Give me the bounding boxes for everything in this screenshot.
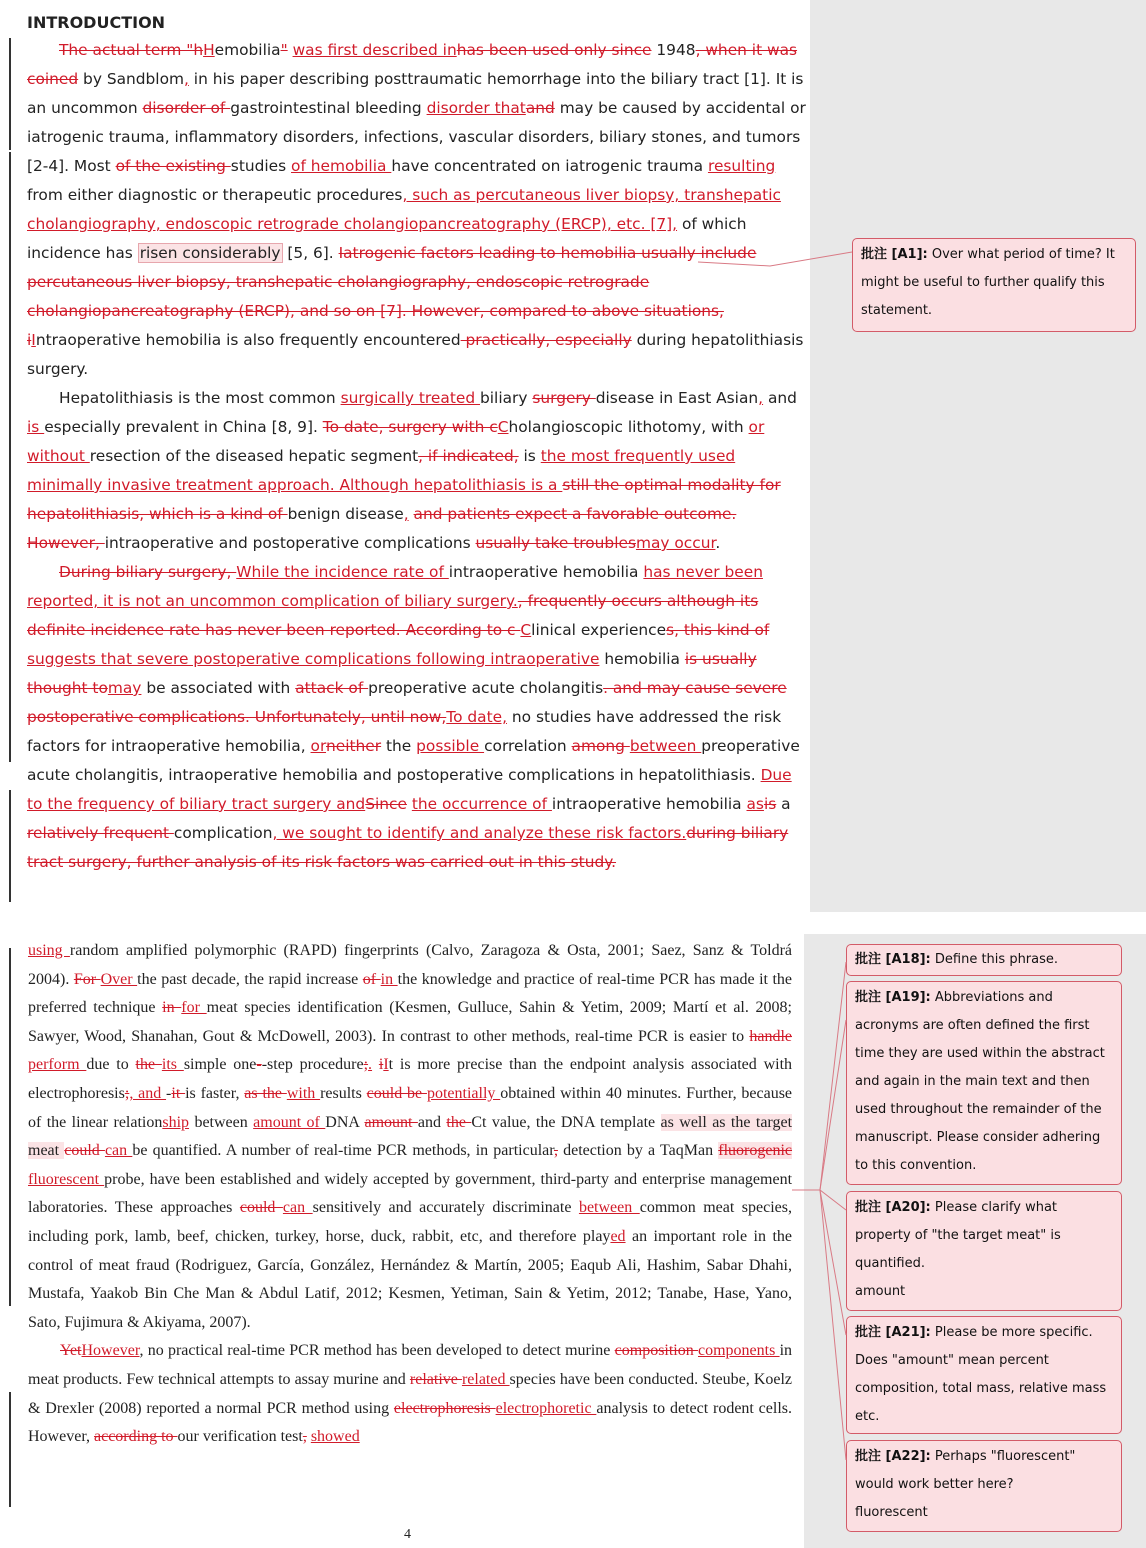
text-run: of which incidence has [27,215,747,262]
text-run: analysis to detect rodent cells. However, [28,1399,792,1446]
text-run: the [381,737,417,755]
deleted-text: disorder of [142,99,231,117]
deleted-text: and patients expect a favorable outcome. However, [27,505,737,552]
text-run: intraoperative hemobilia [448,563,644,581]
text-run: may be caused by accidental or iatrogenic trauma, inflammatory disorders, infections, vascular disorders, biliary stones, and tumors [2-4]. Most [27,99,806,175]
inserted-text: surgically treated [340,389,480,407]
deleted-text: is [763,795,777,813]
deleted-text: , if indicated, [418,447,519,465]
deleted-text: it [171,1084,186,1102]
comment-text: Please clarify what property of "the target meat" is quantified. [855,1200,1061,1271]
text-run: results [320,1084,367,1102]
text-run: simple one [183,1056,257,1074]
inserted-text: with [286,1084,321,1102]
text-run: species have been conducted. Steube, Koelz & Drexler (2008) reported a normal PCR method using [28,1370,793,1417]
inserted-text: as [746,795,764,813]
inserted-text: possible [416,737,485,755]
inserted-text: between [578,1199,640,1217]
comment-label: 批注 [A19]: [855,990,931,1005]
inserted-text: the most frequently used minimally invasive treatment approach. Although hepatolithiasis is a [27,447,736,494]
deleted-text: electrophoresis [393,1399,496,1417]
text-run: disease in East Asian [595,389,759,407]
text-run: due to [86,1056,136,1074]
deleted-text: s, this kind of [666,621,770,639]
inserted-text: , we sought to identify and analyze these risk factors. [272,824,687,842]
inserted-text: , [403,505,409,523]
document-bottom [28,937,792,1452]
deleted-text: is usually thought to [27,650,757,697]
inserted-text: H [203,41,215,59]
inserted-text: was first described in [292,41,457,59]
comment-a18[interactable] [846,944,1122,976]
text-run: Ct value, the DNA template [471,1113,661,1131]
text-run: -step procedure [261,1056,364,1074]
deleted-text: and [525,99,555,117]
deleted-text: neither [326,737,382,755]
inserted-text: C [520,621,532,639]
inserted-text: suggests that severe postoperative complications following intraoperative [27,650,600,668]
inserted-text: showed [310,1428,360,1446]
deleted-text: " [280,41,288,59]
inserted-text: However [81,1342,140,1360]
text-run: no studies have addressed the risk factors for intraoperative hemobilia, [27,708,782,755]
inserted-text: , and [129,1084,167,1102]
text-run: detection by a TaqMan [557,1142,719,1160]
text-run: intraoperative and postoperative complications [104,534,476,552]
comment-a22[interactable] [846,1440,1122,1532]
text-run: - [166,1084,172,1102]
text-run: sensitively and accurately discriminate [312,1199,579,1217]
text-run: during hepatolithiasis surgery. [27,331,804,378]
inserted-text: between [629,737,702,755]
text-run [372,1056,379,1073]
text-run: be quantified. A number of real-time PCR methods, in particular [132,1142,554,1160]
inserted-text: I [31,331,36,349]
comment-text: Perhaps "fluorescent" would work better here? [855,1449,1076,1492]
inserted-text: has never been reported, it is not an uncommon complication of biliary surgery. [27,563,763,610]
deleted-text: usually take troubles [475,534,636,552]
text-run: and [417,1113,447,1131]
commented-text: risen considerably [139,244,281,262]
deleted-text: according to [94,1428,178,1446]
comment-extra: fluorescent [855,1505,928,1520]
inserted-text: or [310,737,327,755]
text-run: our verification test [177,1428,303,1446]
text-run: preoperative acute cholangitis [368,679,604,697]
deleted-text: Since [365,795,407,813]
paragraph-2 [27,384,807,558]
text-run: ntraoperative hemobilia is also frequently encountered [35,331,461,349]
comment-extra: amount [855,1284,906,1299]
deleted-text: , frequently occurs although its definite incidence rate has never been reported. According to c [27,592,759,639]
inserted-text: of hemobilia [291,157,392,175]
text-run: obtained within 40 minutes. Further, because of the linear relation [28,1084,793,1131]
comment-a21[interactable] [846,1316,1122,1434]
deleted-text: could [64,1142,105,1160]
inserted-text: . [368,1056,373,1074]
text-run: linical experience [531,621,667,639]
deleted-text: relative [409,1370,462,1388]
deleted-text: the [446,1113,472,1131]
deleted-text: of the existing [115,157,231,175]
text-run: DNA [325,1113,365,1131]
document-top [27,10,807,877]
text-run: preoperative acute cholangitis, intraoperative hemobilia and postoperative complications in hepatolithiasis. [27,737,800,784]
deleted-text: among [571,737,630,755]
inserted-text: C [497,418,509,436]
inserted-text: perform [28,1056,87,1074]
page-number: 4 [404,1527,411,1542]
comment-a20[interactable] [846,1191,1122,1311]
text-run: from either diagnostic or therapeutic procedures [27,186,403,204]
deleted-text: ; [363,1056,369,1074]
text-run: biliary [480,389,533,407]
inserted-text: , [758,389,764,407]
comment-label: 批注 [A18]: [855,952,931,967]
inserted-text: in [380,970,398,988]
inserted-text: using [28,942,70,959]
comment-text: Abbreviations and acronyms are often defined the first time they are used within the abstract and again in the main text and then used throughout the remainder of the manuscript. Please consider adhering to this convention. [855,990,1105,1173]
text-run: the past decade, the rapid increase [137,970,363,988]
inserted-text: can [282,1199,313,1217]
comment-label: 批注 [A22]: [855,1449,931,1464]
text-run: by Sandblom [78,70,184,88]
text-run: . [715,534,721,552]
comment-a19[interactable] [846,981,1122,1185]
text-run: Hepatolithiasis is the most common [59,389,341,407]
text-run: [5, 6]. [282,244,339,262]
deleted-text: fluorogenic [718,1142,793,1160]
deleted-text: composition [614,1342,698,1360]
text-run: the knowledge and practice of real-time PCR has made it the preferred technique [28,970,793,1017]
deleted-text: To date, surgery with c [322,418,498,436]
change-bar [9,152,11,762]
text-run: , no practical real-time PCR method has been developed to detect murine [139,1342,615,1360]
inserted-text: , [184,70,189,88]
deleted-text: The actual term "h [59,41,204,59]
deleted-text: , [302,1428,307,1446]
text-run: benign disease [287,505,404,523]
inserted-text: disorder that [426,99,526,117]
text-run: hemobilia [599,650,685,668]
deleted-text: Yet [60,1342,82,1360]
change-bar [9,1392,11,1507]
deleted-text: handle [749,1027,792,1045]
comment-text: Define this phrase. [930,952,1059,967]
comment-label: 批注 [A20]: [855,1200,931,1215]
inserted-text: may occur [635,534,716,552]
text-run: studies [230,157,292,175]
inserted-text: Due to the frequency of biliary tract surgery and [27,766,792,813]
paragraph-1 [27,36,807,384]
inserted-text: amount of [253,1113,326,1131]
inserted-text: can [104,1142,133,1160]
deleted-text: , [553,1142,558,1160]
deleted-text: , when it was coined [27,41,798,88]
deleted-text: practically, especially [460,331,632,349]
deleted-text: as the [244,1084,287,1102]
inserted-text: ed [610,1227,626,1245]
text-run: be associated with [141,679,296,697]
deleted-text: relatively frequent [27,824,174,842]
inserted-text: related [461,1370,510,1388]
text-run: in his paper describing posttraumatic hemorrhage into the biliary tract [1]. It is an uncommon [27,70,804,117]
deleted-text: For [73,970,101,988]
deleted-text: has been used only since [456,41,652,59]
deleted-text: the [135,1056,162,1074]
deleted-text: ; [124,1084,130,1102]
inserted-text: I [383,1056,389,1074]
deleted-text: . and may cause severe postoperative complications. Unfortunately, until now, [27,679,787,726]
text-run: a [776,795,791,813]
paragraph-4 [28,937,792,1337]
text-run: t is more precise than the endpoint analysis associated with electrophoresis [28,1056,793,1102]
inserted-text: for [181,999,207,1017]
text-run: emobilia [214,41,281,59]
inserted-text: fluorescent [28,1170,105,1188]
inserted-text: To date, [446,708,507,726]
change-bar [9,38,11,150]
text-run: in meat products. Few technical attempts to assay murine and [28,1342,793,1388]
deleted-text: During biliary surgery, [59,563,237,581]
deleted-text: i [378,1056,384,1074]
comment-label: 批注 [A1]: [861,247,928,262]
section-heading: INTRODUCTION [27,13,166,32]
inserted-text: , such as percutaneous liver biopsy, transhepatic cholangiography, endoscopic retrograde cholangiopancreatography (ERCP), etc. [7], [27,186,781,233]
paragraph-3 [27,558,807,877]
deleted-text: surgery [532,389,596,407]
deleted-text: amount [364,1113,418,1131]
comment-text: Over what period of time? It might be useful to further qualify this statement. [861,247,1115,318]
deleted-text: still the optimal modality for hepatolithiasis, which is a kind of [27,476,781,523]
deleted-text: attack of [295,679,369,697]
text-run: have concentrated on iatrogenic trauma [391,157,708,175]
deleted-text: during biliary tract surgery, further analysis of its risk factors was carried out in this study. [27,824,789,871]
inserted-text: may [107,679,142,697]
inserted-text: components [698,1342,780,1360]
inserted-text: potentially [426,1084,501,1102]
text-run: is [518,447,541,465]
inserted-text: its [161,1056,184,1074]
inserted-text: is [27,418,45,436]
deleted-text: could be [366,1084,427,1102]
change-bar [9,790,11,902]
commented-text: as well as the target meat [28,1113,793,1160]
text-run: common meat species, including pork, lamb, beef, chicken, turkey, horse, duck, rabbit, etc, and therefore play [28,1199,793,1245]
text-run: probe, have been established and widely accepted by government, third-party and enterprise management laboratories. These approaches [28,1170,793,1217]
text-run: between [189,1113,254,1131]
inserted-text: While the incidence rate of [236,563,449,581]
inserted-text: electrophoretic [495,1399,597,1417]
comment-a1[interactable] [852,238,1136,332]
comment-label: 批注 [A21]: [855,1325,931,1340]
text-run: holangioscopic lithotomy, with [508,418,749,436]
deleted-text: of [362,970,381,988]
text-run: complication [173,824,273,842]
inserted-text: the occurrence of [411,795,552,813]
deleted-text: in [162,999,182,1017]
comment-pane-top [810,0,1146,912]
inserted-text: resulting [707,157,776,175]
text-run: meat species identification (Kesmen, Gulluce, Sahin & Yetim, 2009; Martí et al. 2008; Sawyer, Wood, Shanahan, Gout & McDowell, 2003). In contrast to other methods, real-time PCR is easier to [28,999,792,1045]
text-run: gastrointestinal bleeding [230,99,427,117]
inserted-text: ship [162,1113,190,1131]
text-run: an important role in the control of meat fraud (Rodriguez, García, González, Hernández & Martín, 2005; Eaqub Ali, Hashim, Sabar Dhahi, Mustafa, Yaakob Bin Che Man & Abdul Latif, 2012; Kesmen, Yetiman, Sain & Yetim, 2012; Tanabe, Hase, Yano, Sato, Fujimura & Akiyama, 2007). [28,1227,792,1331]
comment-text: Please be more specific. Does "amount" mean percent composition, total mass, relative mass etc. [855,1325,1107,1424]
deleted-text: - [256,1056,262,1074]
text-run: correlation [484,737,572,755]
text-run: especially prevalent in China [8, 9]. [44,418,323,436]
change-bar [9,948,11,1306]
text-run: resection of the diseased hepatic segment [89,447,419,465]
text-run: random amplified polymorphic (RAPD) fingerprints (Calvo, Zaragoza & Osta, 2001; Saez, Sanz & Toldrá 2004). [28,942,793,988]
text-run: intraoperative hemobilia [551,795,747,813]
deleted-text: could [239,1199,283,1217]
deleted-text: Iatrogenic factors leading to hemobilia usually include percutaneous liver biopsy, transhepatic cholangiography, endoscopic retrograde cholangiopancreatography (ERCP), and so on [7]. However, compared to above situations, i [27,244,757,349]
text-run: and [763,389,797,407]
paragraph-5 [28,1337,792,1451]
text-run: is faster, [185,1084,245,1102]
inserted-text: or without [27,418,765,465]
inserted-text: Over [100,970,138,988]
text-run: 1948 [651,41,696,59]
